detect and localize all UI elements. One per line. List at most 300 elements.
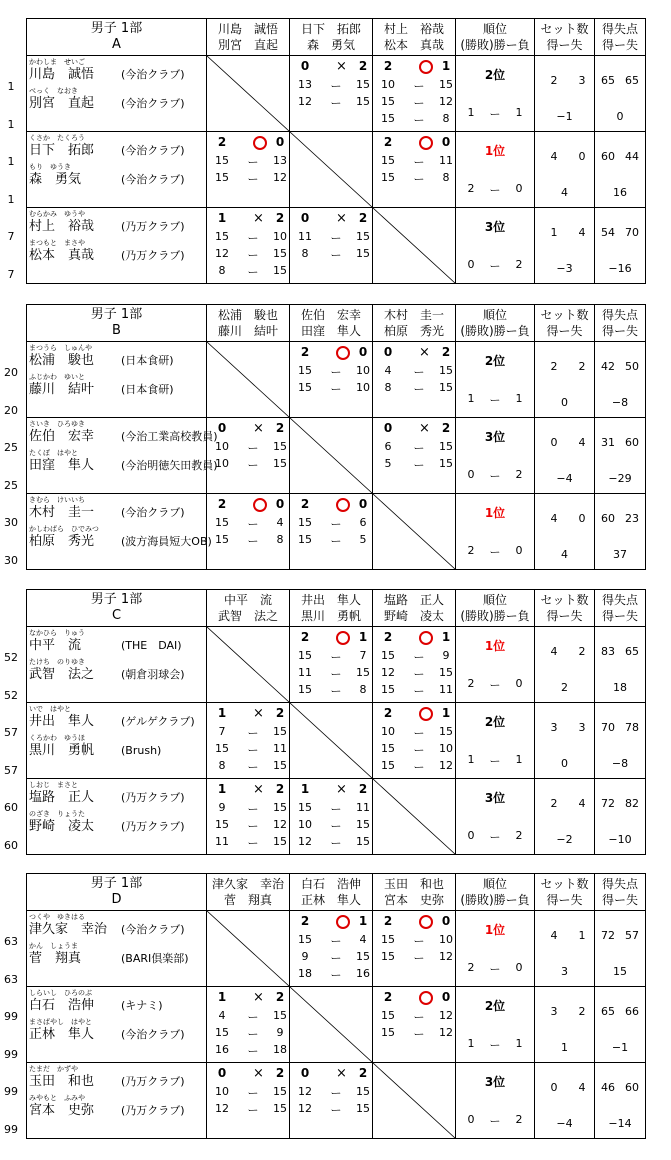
sets-diff: 1	[561, 1041, 568, 1054]
group-block	[0, 589, 671, 854]
sets-lost: 4	[578, 436, 586, 449]
game-score	[373, 725, 455, 741]
loss-cross-icon: ×	[336, 211, 347, 226]
game-points-for: 15	[215, 171, 229, 184]
sets-for: 1	[217, 782, 227, 796]
game-points-against: 15	[439, 666, 453, 679]
pts-won: 72	[601, 797, 615, 810]
score-dash: ー	[247, 744, 259, 757]
score-dash: ー	[247, 837, 259, 850]
header-row	[27, 590, 646, 627]
game-points-against: 12	[439, 759, 453, 772]
loss-cross-icon: ×	[419, 421, 430, 436]
match-result	[207, 497, 289, 513]
header-player-1: 木村 圭一	[383, 308, 444, 322]
sets-against: 2	[275, 706, 285, 720]
group-block	[0, 304, 671, 569]
sets-for: 2	[217, 135, 227, 149]
seed-number: 25	[4, 479, 18, 492]
seed-number: 7	[7, 268, 15, 281]
player-name: 日下 拓郎	[29, 143, 95, 158]
pts-diff: 0	[616, 110, 624, 123]
wins: 2	[467, 544, 475, 557]
seed-number: 99	[4, 1085, 18, 1098]
pts-diff: −1	[611, 1041, 629, 1054]
self-cell	[207, 56, 290, 132]
self-cell	[207, 911, 290, 987]
sets-lost: 0	[578, 512, 586, 525]
game-points-against: 15	[439, 725, 453, 738]
opponent-header	[207, 874, 290, 911]
group-block	[0, 18, 671, 283]
game-points-against: 15	[439, 364, 453, 377]
name-reading: くさか たくろう	[29, 134, 85, 142]
sets-for: 2	[217, 497, 227, 511]
name-reading: なかひら りゅう	[29, 629, 85, 637]
points-header-line2: 得ー失	[601, 893, 638, 907]
player-name: 田窪 隼人	[29, 458, 95, 473]
pts-lost: 57	[625, 929, 639, 942]
match-result	[373, 990, 455, 1006]
rank-cell	[456, 494, 535, 570]
game-score	[373, 759, 455, 775]
sets-lost: 3	[578, 721, 586, 734]
sets-for: 2	[383, 59, 393, 73]
sets-against: 2	[358, 782, 368, 796]
game-points-for: 15	[381, 95, 395, 108]
header-player-2: 柏原 秀光	[383, 324, 444, 338]
sets-for: 0	[300, 1066, 310, 1080]
player-name: 松浦 駿也	[29, 353, 95, 368]
sets-lost: 1	[578, 929, 586, 942]
club-name: (朝倉羽球会)	[121, 668, 185, 681]
header-player-2: 森 勇気	[306, 38, 355, 52]
score-dash: ー	[489, 394, 501, 407]
game-points-against: 16	[356, 967, 370, 980]
game-points-for: 15	[298, 683, 312, 696]
name-reading: もり ゆうき	[29, 163, 71, 171]
header-player-1: 日下 拓郎	[300, 22, 361, 36]
match-result	[207, 135, 289, 151]
loss-cross-icon: ×	[253, 706, 264, 721]
game-points-against: 15	[439, 440, 453, 453]
game-points-for: 15	[298, 364, 312, 377]
game-points-against: 13	[273, 154, 287, 167]
match-cell	[290, 779, 373, 855]
game-score	[207, 264, 289, 280]
game-score	[290, 818, 372, 834]
game-score	[373, 154, 455, 170]
game-points-for: 12	[298, 1085, 312, 1098]
score-dash: ー	[330, 668, 342, 681]
match-cell	[207, 132, 290, 208]
seed-number: 30	[4, 516, 18, 529]
game-score	[290, 801, 372, 817]
club-name: (乃万クラブ)	[121, 1104, 185, 1117]
sets-against: 0	[441, 914, 451, 928]
match-cell	[207, 494, 290, 570]
sets-won: 2	[550, 74, 558, 87]
score-dash: ー	[330, 837, 342, 850]
sets-diff: 2	[561, 681, 568, 694]
sets-diff: 4	[561, 186, 568, 199]
rank-header-line1: 順位	[482, 593, 507, 607]
player-2	[29, 449, 218, 474]
game-points-against: 15	[356, 950, 370, 963]
club-name: (乃万クラブ)	[121, 1075, 185, 1088]
match-result	[290, 914, 372, 930]
pts-won: 60	[601, 512, 615, 525]
losses: 1	[515, 392, 523, 405]
losses: 0	[515, 677, 523, 690]
game-score	[207, 516, 289, 532]
points-cell	[595, 779, 646, 855]
pair-row	[27, 779, 646, 855]
self-cell	[290, 418, 373, 494]
rank-cell	[456, 342, 535, 418]
sets-won: 4	[550, 150, 558, 163]
game-points-against: 15	[273, 440, 287, 453]
match-cell	[373, 911, 456, 987]
rank-header	[456, 19, 535, 56]
game-points-for: 15	[215, 533, 229, 546]
sets-lost: 0	[578, 150, 586, 163]
game-points-for: 12	[215, 247, 229, 260]
game-points-against: 12	[439, 95, 453, 108]
match-cell	[290, 208, 373, 284]
name-reading: かしわばら ひでみつ	[29, 525, 99, 533]
sets-against: 2	[441, 345, 451, 359]
score-dash: ー	[413, 366, 425, 379]
sets-diff: 0	[561, 757, 568, 770]
game-points-against: 10	[356, 381, 370, 394]
game-points-for: 4	[384, 364, 392, 377]
game-points-against: 15	[356, 1085, 370, 1098]
win-circle-icon	[419, 915, 433, 929]
score-dash: ー	[489, 546, 501, 559]
game-points-against: 15	[273, 725, 287, 738]
pair-cell	[27, 418, 218, 494]
pair-cell	[27, 208, 207, 284]
win-circle-icon	[336, 498, 350, 512]
sets-cell	[535, 56, 595, 132]
club-name: (今治クラブ)	[121, 506, 185, 519]
self-cell	[373, 1063, 456, 1139]
game-points-for: 5	[384, 457, 392, 470]
seed-number: 1	[7, 118, 15, 131]
losses: 2	[515, 829, 523, 842]
wins: 0	[467, 468, 475, 481]
game-points-for: 15	[215, 154, 229, 167]
game-points-against: 15	[273, 801, 287, 814]
sets-against: 0	[275, 497, 285, 511]
rank-label: 2位	[484, 354, 506, 368]
win-circle-icon	[419, 136, 433, 150]
win-circle-icon	[419, 991, 433, 1005]
player-1	[29, 913, 204, 938]
pair-cell	[27, 779, 207, 855]
sets-won: 4	[550, 512, 558, 525]
score-dash: ー	[413, 761, 425, 774]
game-points-against: 12	[273, 171, 287, 184]
rank-header-line1: 順位	[482, 877, 507, 891]
header-row	[27, 305, 646, 342]
points-header	[595, 874, 646, 911]
score-dash: ー	[413, 1028, 425, 1041]
game-score	[290, 533, 372, 549]
player-2	[29, 239, 204, 264]
player-name: 川島 誠悟	[29, 67, 95, 82]
losses: 2	[515, 258, 523, 271]
sets-cell	[535, 494, 595, 570]
score-dash: ー	[489, 108, 501, 121]
game-score	[290, 950, 372, 966]
header-player-2: 黒川 勇帆	[300, 609, 361, 623]
pair-row	[27, 703, 646, 779]
game-score	[373, 171, 455, 187]
group-table	[26, 304, 646, 570]
sets-cell	[535, 208, 595, 284]
player-name: 松本 真哉	[29, 248, 95, 263]
pair-row	[27, 208, 646, 284]
game-points-against: 7	[359, 649, 367, 662]
points-header-line1: 得失点	[601, 877, 638, 891]
game-score	[207, 457, 289, 473]
game-points-against: 15	[273, 1102, 287, 1115]
sets-for: 2	[383, 706, 393, 720]
player-name: 佐伯 宏幸	[29, 429, 95, 444]
win-circle-icon	[336, 346, 350, 360]
pts-lost: 44	[625, 150, 639, 163]
wins: 2	[467, 677, 475, 690]
sets-cell	[535, 132, 595, 208]
rank-header-line1: 順位	[482, 308, 507, 322]
player-name: 野崎 凌太	[29, 819, 95, 834]
pts-diff: 15	[613, 965, 627, 978]
sets-for: 2	[383, 990, 393, 1004]
game-points-against: 15	[273, 759, 287, 772]
sets-won: 0	[550, 1081, 558, 1094]
seed-number: 99	[4, 1048, 18, 1061]
diagonal-line	[290, 987, 372, 1062]
sets-header-line1: セット数	[540, 877, 589, 891]
match-cell	[290, 56, 373, 132]
game-points-for: 4	[218, 1009, 226, 1022]
game-score	[373, 78, 455, 94]
rank-cell	[456, 911, 535, 987]
loss-cross-icon: ×	[253, 421, 264, 436]
match-cell	[373, 132, 456, 208]
pair-cell	[27, 132, 207, 208]
score-dash: ー	[247, 820, 259, 833]
header-player-2: 正林 隼人	[300, 893, 361, 907]
header-player-1: 中平 流	[223, 593, 272, 607]
name-reading: さいき ひろゆき	[29, 420, 85, 428]
score-dash: ー	[413, 97, 425, 110]
pair-row	[27, 911, 646, 987]
loss-cross-icon: ×	[253, 990, 264, 1005]
score-dash: ー	[247, 249, 259, 262]
sets-against: 2	[358, 1066, 368, 1080]
player-name: 宮本 史弥	[29, 1103, 95, 1118]
points-header-line1: 得失点	[601, 308, 638, 322]
division-title: 男子 1部	[90, 876, 143, 891]
club-name: (波方海員短大OB)	[121, 535, 212, 548]
header-player-1: 白石 浩伸	[300, 877, 361, 891]
sets-won: 1	[550, 226, 558, 239]
game-points-for: 10	[215, 440, 229, 453]
game-score	[207, 171, 289, 187]
score-dash: ー	[413, 156, 425, 169]
game-points-for: 15	[298, 381, 312, 394]
game-points-for: 12	[298, 835, 312, 848]
wins: 2	[467, 961, 475, 974]
game-points-against: 10	[439, 933, 453, 946]
game-score	[290, 933, 372, 949]
diagonal-line	[373, 779, 455, 854]
self-cell	[207, 342, 290, 418]
match-result	[373, 706, 455, 722]
game-score	[290, 1085, 372, 1101]
points-cell	[595, 911, 646, 987]
pair-cell	[27, 342, 207, 418]
game-points-against: 10	[273, 230, 287, 243]
name-reading: くろかわ ゆうほ	[29, 734, 85, 742]
player-name: 塩路 正人	[29, 790, 95, 805]
player-1	[29, 420, 218, 445]
game-points-for: 18	[298, 967, 312, 980]
sets-against: 0	[275, 135, 285, 149]
sets-against: 1	[441, 706, 451, 720]
sets-diff: −2	[556, 833, 573, 846]
score-dash: ー	[489, 831, 501, 844]
score-dash: ー	[247, 1011, 259, 1024]
game-points-against: 4	[359, 933, 367, 946]
game-score	[373, 364, 455, 380]
pts-diff: −10	[608, 833, 632, 846]
game-points-for: 10	[381, 78, 395, 91]
win-circle-icon	[419, 707, 433, 721]
score-dash: ー	[247, 1028, 259, 1041]
pts-lost: 78	[625, 721, 639, 734]
player-name: 菅 翔真	[29, 951, 82, 966]
sets-header-line2: 得ー失	[546, 38, 583, 52]
game-score	[290, 967, 372, 983]
pair-row	[27, 987, 646, 1063]
player-2	[29, 810, 204, 835]
pair-row	[27, 627, 646, 703]
points-cell	[595, 987, 646, 1063]
pts-lost: 60	[625, 1081, 639, 1094]
game-points-for: 10	[298, 818, 312, 831]
header-row	[27, 874, 646, 911]
game-score	[373, 112, 455, 128]
score-dash: ー	[247, 535, 259, 548]
name-reading: しおじ まさと	[29, 781, 78, 789]
game-points-against: 15	[356, 818, 370, 831]
sets-diff: 4	[561, 548, 568, 561]
match-result	[290, 59, 372, 75]
player-2	[29, 525, 212, 550]
player-name: 柏原 秀光	[29, 534, 95, 549]
pts-diff: −8	[611, 757, 629, 770]
game-score	[373, 457, 455, 473]
pair-cell	[27, 1063, 207, 1139]
match-cell	[207, 779, 290, 855]
seed-number: 63	[4, 973, 18, 986]
match-cell	[290, 494, 373, 570]
match-cell	[290, 1063, 373, 1139]
name-reading: たくぼ はやと	[29, 449, 78, 457]
pts-diff: −29	[608, 472, 632, 485]
header-row	[27, 19, 646, 56]
game-points-against: 15	[356, 230, 370, 243]
game-points-for: 6	[384, 440, 392, 453]
name-reading: まさばやし はやと	[29, 1018, 92, 1026]
game-score	[373, 742, 455, 758]
group-label: D	[111, 892, 122, 907]
match-result	[290, 782, 372, 798]
pair-row	[27, 418, 646, 494]
game-points-for: 11	[298, 230, 312, 243]
club-name: (日本食研)	[121, 354, 174, 367]
match-cell	[290, 342, 373, 418]
player-name: 白石 浩伸	[29, 998, 95, 1013]
sets-against: 2	[441, 421, 451, 435]
seed-number: 1	[7, 193, 15, 206]
group-title-cell	[27, 590, 207, 627]
win-circle-icon	[419, 60, 433, 74]
diagonal-line	[373, 494, 455, 569]
score-dash: ー	[413, 459, 425, 472]
name-reading: むらかみ ゆうや	[29, 210, 85, 218]
game-score	[290, 230, 372, 246]
rank-header-line2: (勝敗)勝ー負	[460, 609, 530, 623]
score-dash: ー	[247, 1045, 259, 1058]
game-points-for: 15	[381, 649, 395, 662]
sets-against: 2	[358, 59, 368, 73]
pts-diff: 16	[613, 186, 627, 199]
game-points-against: 15	[356, 666, 370, 679]
game-score	[207, 533, 289, 549]
sets-won: 4	[550, 929, 558, 942]
group-table	[26, 589, 646, 855]
sets-for: 1	[217, 990, 227, 1004]
match-cell	[373, 987, 456, 1063]
game-score	[373, 440, 455, 456]
opponent-header	[373, 590, 456, 627]
pts-diff: 18	[613, 681, 627, 694]
pair-cell	[27, 494, 212, 570]
score-dash: ー	[413, 173, 425, 186]
player-1	[29, 989, 204, 1014]
rank-cell	[456, 703, 535, 779]
match-result	[373, 630, 455, 646]
loss-cross-icon: ×	[336, 1066, 347, 1081]
match-result	[207, 1066, 289, 1082]
score-dash: ー	[413, 935, 425, 948]
opponent-header	[373, 874, 456, 911]
sets-for: 2	[300, 345, 310, 359]
rank-label: 3位	[484, 791, 506, 805]
match-result	[373, 59, 455, 75]
opponent-header	[290, 590, 373, 627]
game-points-for: 9	[218, 801, 226, 814]
seed-number: 63	[4, 935, 18, 948]
name-reading: つくや ゆきはる	[29, 913, 85, 921]
game-points-against: 11	[273, 742, 287, 755]
sets-diff: −4	[556, 472, 573, 485]
